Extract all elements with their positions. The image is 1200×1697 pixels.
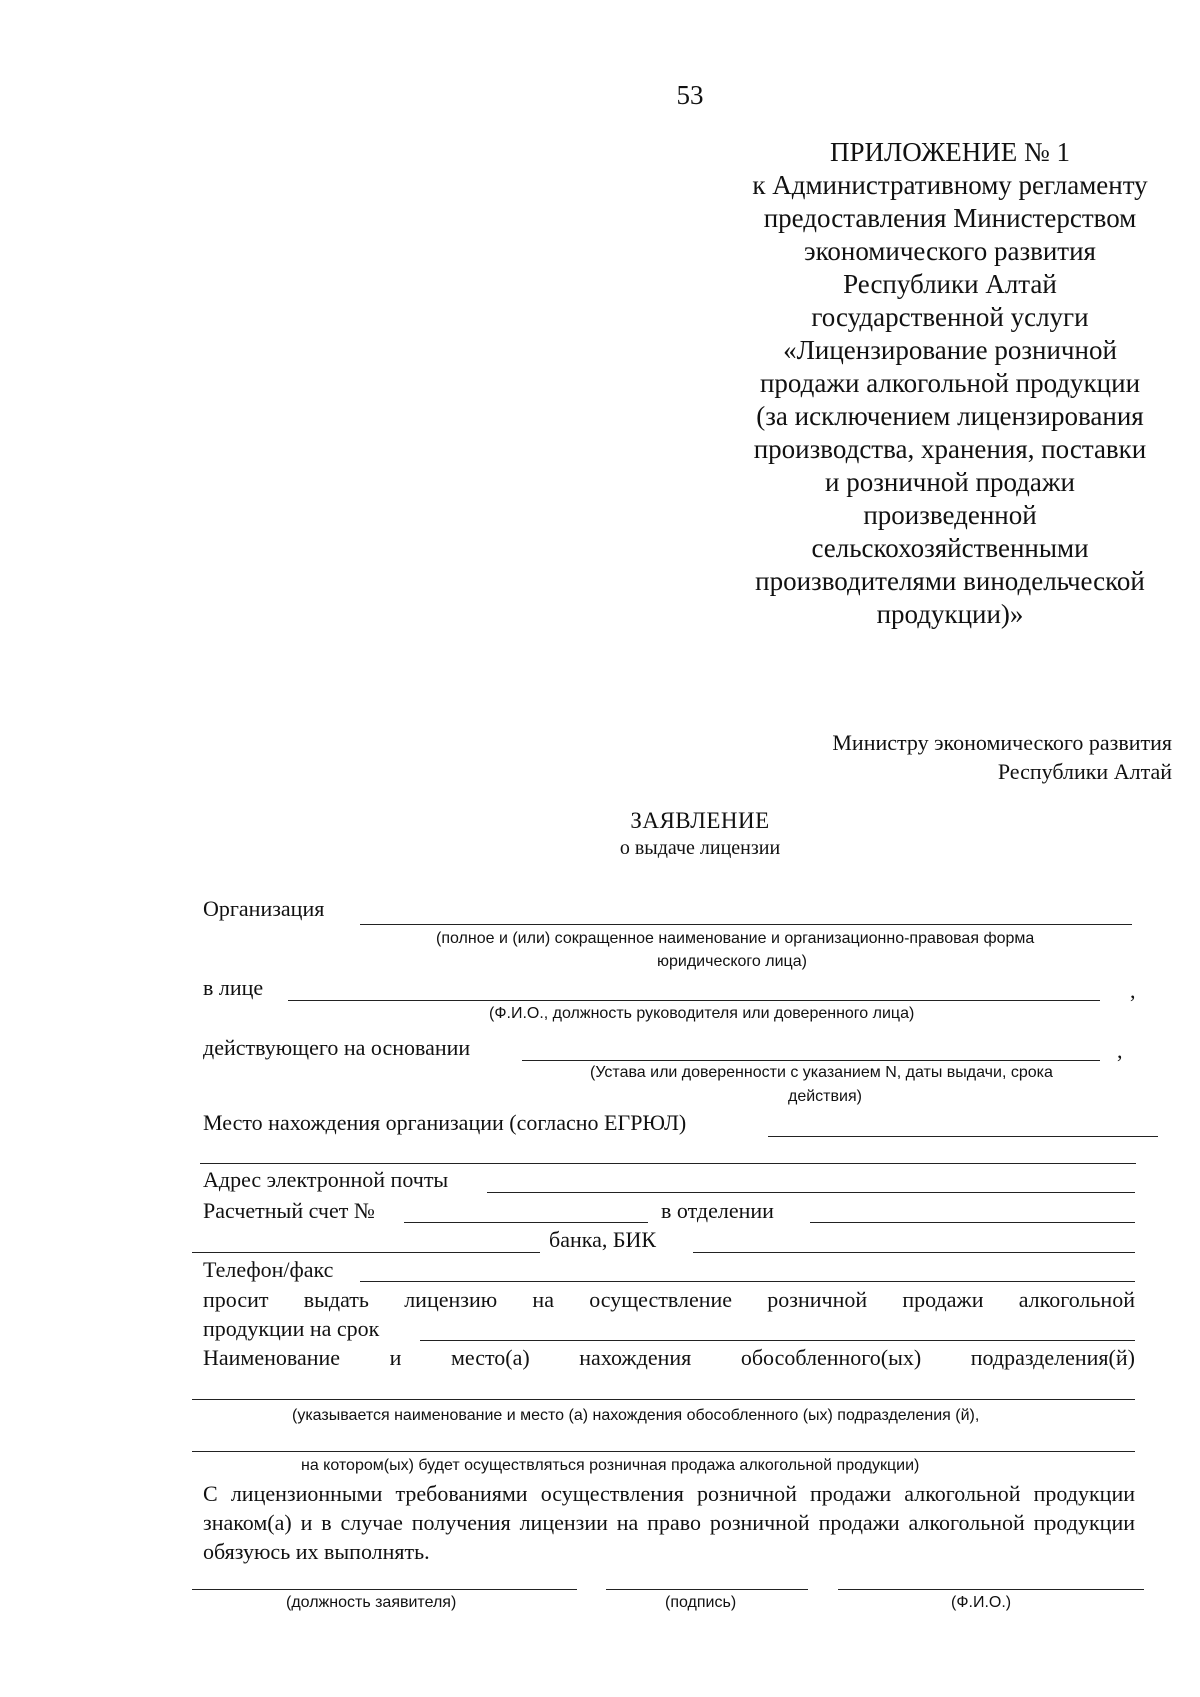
request-word: продажи bbox=[902, 1287, 984, 1312]
basis-hint: действия) bbox=[788, 1088, 862, 1105]
appendix-title: ПРИЛОЖЕНИЕ № 1 bbox=[829, 137, 1071, 167]
subdivision-hint: на котором(ых) будет осуществляться розничная продажа алкогольной продукции) bbox=[301, 1457, 920, 1474]
addressee-line: Министру экономического развития bbox=[832, 730, 1172, 755]
bik-field[interactable] bbox=[693, 1252, 1135, 1253]
appendix-line: (за исключением лицензирования bbox=[756, 401, 1144, 431]
subdivision-word: место(а) bbox=[450, 1345, 530, 1370]
location-field-continuation[interactable] bbox=[200, 1163, 1136, 1164]
agreement-paragraph: С лицензионными требованиями осуществления розничной продажи алкогольной продукции знаком(а) и в случае получения лицензии на право розничной продажи алкогольной продукции обязуюсь их выполнять. bbox=[203, 1481, 1135, 1564]
email-label: Адрес электронной почты bbox=[203, 1167, 449, 1192]
person-hint: (Ф.И.О., должность руководителя или доверенного лица) bbox=[489, 1005, 915, 1022]
person-field[interactable] bbox=[288, 1000, 1100, 1001]
appendix-line: сельскохозяйственными bbox=[811, 533, 1089, 563]
organization-field[interactable] bbox=[360, 924, 1132, 925]
bank-label: банка, БИК bbox=[549, 1227, 657, 1252]
addressee-block bbox=[832, 728, 1172, 786]
signature-caption: (подпись) bbox=[665, 1594, 737, 1611]
appendix-line: государственной услуги bbox=[811, 302, 1089, 332]
subdivision-word: Наименование bbox=[203, 1345, 341, 1370]
request-text bbox=[203, 1287, 1135, 1313]
subdivision-word: нахождения bbox=[579, 1345, 692, 1370]
basis-label: действующего на основании bbox=[203, 1035, 471, 1060]
request-word: просит bbox=[203, 1287, 269, 1312]
term-label: продукции на срок bbox=[203, 1316, 380, 1341]
organization-hint: юридического лица) bbox=[657, 953, 807, 970]
appendix-line: Республики Алтай bbox=[843, 269, 1057, 299]
statement-subtitle: о выдаче лицензии bbox=[619, 837, 781, 859]
statement-title: ЗАЯВЛЕНИЕ bbox=[630, 808, 770, 833]
appendix-line: произведенной bbox=[863, 500, 1037, 530]
position-caption: (должность заявителя) bbox=[286, 1594, 457, 1611]
appendix-line: предоставления Министерством bbox=[763, 203, 1137, 233]
branch-label: в отделении bbox=[661, 1198, 774, 1223]
organization-label: Организация bbox=[203, 896, 325, 921]
name-signature-line[interactable] bbox=[838, 1589, 1144, 1590]
phone-label: Телефон/факс bbox=[203, 1257, 334, 1282]
request-word: выдать bbox=[303, 1287, 369, 1312]
request-word: розничной bbox=[767, 1287, 868, 1312]
phone-field[interactable] bbox=[360, 1281, 1135, 1282]
term-field[interactable] bbox=[420, 1340, 1135, 1341]
request-word: на bbox=[532, 1287, 554, 1312]
email-field[interactable] bbox=[487, 1192, 1135, 1193]
appendix-line: «Лицензирование розничной bbox=[783, 335, 1117, 365]
appendix-line: производства, хранения, поставки bbox=[753, 434, 1147, 464]
bank-name-field[interactable] bbox=[192, 1252, 540, 1253]
subdivision-field[interactable] bbox=[192, 1399, 1135, 1400]
subdivision-word: обособленного(ых) bbox=[740, 1345, 922, 1370]
basis-comma: , bbox=[1117, 1038, 1123, 1063]
subdivision-field-continuation[interactable] bbox=[192, 1451, 1135, 1452]
appendix-block bbox=[740, 136, 1160, 631]
appendix-line: производителями винодельческой bbox=[755, 566, 1145, 596]
subdivision-text bbox=[203, 1345, 1135, 1371]
location-field[interactable] bbox=[768, 1136, 1158, 1137]
location-label: Место нахождения организации (согласно ЕГРЮЛ) bbox=[203, 1110, 687, 1135]
signature-line[interactable] bbox=[606, 1589, 808, 1590]
appendix-line: и розничной продажи bbox=[825, 467, 1075, 497]
request-word: осуществление bbox=[589, 1287, 733, 1312]
subdivision-hint: (указывается наименование и место (а) нахождения обособленного (ых) подразделения (й), bbox=[292, 1407, 980, 1424]
subdivision-word: подразделения(й) bbox=[970, 1345, 1135, 1370]
branch-field[interactable] bbox=[810, 1222, 1135, 1223]
person-label: в лице bbox=[203, 975, 264, 1000]
addressee-line: Республики Алтай bbox=[997, 759, 1172, 784]
basis-field[interactable] bbox=[522, 1060, 1100, 1061]
appendix-line: продажи алкогольной продукции bbox=[759, 368, 1141, 398]
person-comma: , bbox=[1130, 978, 1136, 1003]
appendix-line: продукции)» bbox=[876, 599, 1024, 629]
appendix-line: экономического развития bbox=[804, 236, 1096, 266]
account-label: Расчетный счет № bbox=[203, 1198, 375, 1223]
account-field[interactable] bbox=[404, 1222, 648, 1223]
subdivision-word: и bbox=[389, 1345, 402, 1370]
appendix-line: к Административному регламенту bbox=[752, 170, 1148, 200]
name-caption: (Ф.И.О.) bbox=[951, 1594, 1012, 1611]
page-number: 53 bbox=[676, 80, 704, 110]
request-word: лицензию bbox=[404, 1287, 498, 1312]
request-word: алкогольной bbox=[1018, 1287, 1135, 1312]
position-signature-line[interactable] bbox=[192, 1589, 577, 1590]
organization-hint: (полное и (или) сокращенное наименование и организационно-правовая форма bbox=[436, 930, 1035, 947]
basis-hint: (Устава или доверенности с указанием N, даты выдачи, срока bbox=[590, 1064, 1053, 1081]
